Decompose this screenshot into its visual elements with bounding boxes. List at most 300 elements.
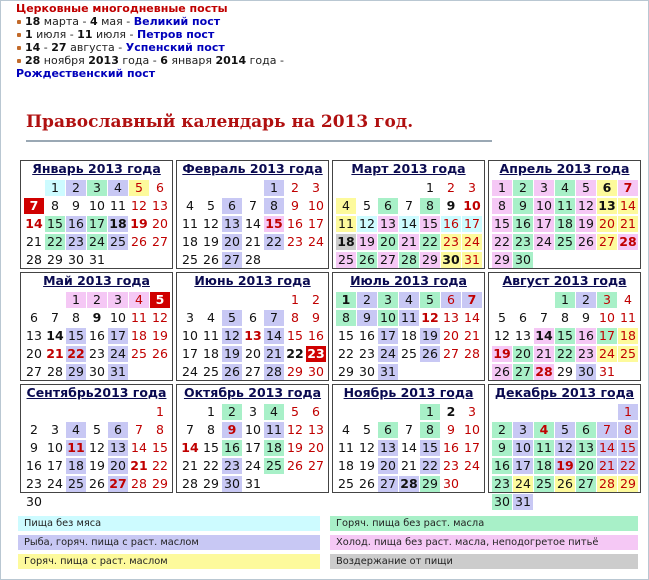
day-cell: 6 [441, 292, 461, 308]
day-cell: 5 [129, 180, 149, 196]
day-cell: 17 [308, 216, 324, 231]
day-cell: 18 [337, 234, 355, 249]
day-cell: 28 [597, 476, 617, 492]
day-cell: 30 [89, 364, 105, 379]
day-empty [555, 404, 575, 420]
day-cell: 17 [245, 440, 261, 455]
day-cell: 6 [222, 198, 242, 214]
day-cell: 26 [222, 364, 242, 380]
day-cell: 13 [222, 216, 242, 232]
day-cell: 7 [540, 310, 548, 325]
day-cell: 21 [401, 458, 417, 473]
day-cell: 9 [30, 440, 38, 455]
day-cell: 18 [182, 234, 198, 249]
day-cell: 4 [624, 292, 632, 307]
month-title-link[interactable]: Август 2013 года [502, 273, 627, 288]
day-cell: 4 [186, 198, 194, 213]
day-cell: 29 [338, 364, 354, 379]
day-empty [243, 292, 263, 308]
day-cell: 24 [308, 234, 324, 249]
day-cell: 24 [108, 346, 128, 362]
day-cell: 31 [513, 494, 533, 510]
day-cell: 13 [378, 440, 398, 456]
day-cell: 13 [244, 328, 262, 343]
day-cell: 9 [446, 198, 456, 213]
fast-start-day: 14 [25, 41, 41, 54]
month-title-link[interactable]: Февраль 2013 года [182, 161, 323, 176]
day-cell: 12 [555, 440, 575, 456]
day-cell: 23 [89, 346, 105, 361]
day-cell: 5 [150, 292, 170, 308]
day-cell: 9 [92, 310, 102, 325]
day-cell: 19 [130, 216, 148, 231]
month-title-link[interactable]: Декабрь 2013 года [494, 385, 635, 400]
day-cell: 15 [618, 440, 638, 456]
day-cell: 5 [93, 422, 101, 437]
day-cell: 28 [535, 364, 553, 379]
day-cell: 1 [207, 404, 215, 419]
day-cell: 9 [357, 310, 377, 326]
day-cell: 28 [26, 252, 42, 267]
day-cell: 6 [597, 180, 617, 196]
fast-start-day: 18 [25, 15, 41, 28]
fast-end-day: 4 [89, 15, 98, 28]
day-cell: 1 [420, 404, 440, 420]
day-cell: 22 [420, 234, 440, 250]
day-cell: 7 [24, 198, 44, 214]
day-cell: 6 [378, 198, 398, 214]
day-cell: 7 [405, 422, 413, 437]
day-cell: 9 [72, 198, 80, 213]
day-cell: 14 [535, 328, 553, 343]
day-cell: 30 [443, 476, 459, 491]
day-cell: 25 [108, 234, 128, 250]
day-cell: 25 [534, 476, 554, 492]
day-cell: 30 [513, 252, 533, 268]
month-title-link[interactable]: Октябрь 2013 года [183, 385, 322, 400]
day-cell: 19 [359, 458, 375, 473]
day-cell: 11 [336, 216, 356, 232]
fast-item-continued [16, 67, 284, 80]
day-cell: 15 [152, 440, 168, 455]
day-cell: 7 [618, 180, 638, 196]
day-cell: 27 [378, 252, 398, 268]
day-cell: 1 [492, 180, 512, 196]
legend [18, 516, 640, 572]
day-cell: 6 [519, 310, 527, 325]
day-cell: 21 [618, 216, 638, 232]
day-cell: 6 [576, 422, 596, 438]
day-cell: 19 [493, 346, 511, 361]
day-cell: 23 [492, 476, 512, 492]
month-calendar [20, 272, 173, 381]
day-cell: 8 [336, 310, 356, 326]
day-cell: 23 [287, 234, 303, 249]
day-empty [243, 180, 263, 196]
day-cell: 30 [68, 252, 84, 267]
day-cell: 27 [576, 476, 596, 492]
day-cell: 25 [264, 458, 284, 474]
day-cell: 30 [576, 364, 596, 380]
day-cell: 8 [156, 422, 164, 437]
day-cell: 8 [420, 422, 440, 438]
fast-name-link[interactable]: Великий пост [133, 15, 221, 28]
day-empty [180, 180, 200, 196]
day-cell: 27 [26, 364, 42, 379]
fast-item [16, 15, 284, 28]
day-cell: 10 [308, 198, 324, 213]
day-cell: 27 [245, 364, 261, 379]
month-title-link[interactable]: Апрель 2013 года [499, 161, 630, 176]
day-cell: 14 [618, 198, 638, 214]
fast-item [16, 54, 284, 67]
fast-name-link[interactable]: Успенский пост [125, 41, 225, 54]
day-cell: 30 [492, 494, 512, 510]
day-cell: 30 [442, 252, 460, 267]
month-calendar [176, 384, 329, 493]
day-empty [534, 292, 554, 308]
day-cell: 14 [245, 216, 261, 231]
day-cell: 8 [51, 198, 59, 213]
day-cell: 21 [182, 458, 198, 473]
day-cell: 3 [87, 180, 107, 196]
day-cell: 22 [264, 234, 284, 250]
day-cell: 21 [399, 234, 419, 250]
day-cell: 2 [492, 422, 512, 438]
month-calendar [20, 384, 173, 509]
day-cell: 16 [26, 458, 42, 473]
day-cell: 18 [66, 458, 86, 474]
day-cell: 1 [291, 292, 299, 307]
day-empty [180, 292, 200, 308]
month-days [24, 291, 171, 381]
day-cell: 21 [464, 328, 480, 343]
day-cell: 22 [555, 346, 575, 362]
day-cell: 26 [152, 346, 168, 361]
day-cell: 8 [420, 198, 440, 214]
month-calendar [20, 160, 173, 269]
day-cell: 14 [464, 310, 480, 325]
day-cell: 25 [555, 234, 575, 250]
day-cell: 20 [108, 458, 128, 474]
day-cell: 17 [182, 346, 198, 361]
month-title-link[interactable]: Июль 2013 года [350, 273, 467, 288]
day-empty [66, 404, 86, 420]
month-days [336, 179, 483, 269]
day-cell: 7 [51, 310, 59, 325]
day-cell: 1 [264, 180, 284, 196]
day-cell: 17 [462, 216, 482, 232]
month-title-link[interactable]: Январь 2013 года [32, 161, 161, 176]
day-empty [378, 180, 398, 196]
day-empty [222, 292, 242, 308]
day-cell: 16 [287, 216, 303, 231]
day-empty [513, 404, 533, 420]
day-cell: 26 [576, 234, 596, 250]
day-cell: 31 [599, 364, 615, 379]
day-cell: 4 [342, 422, 350, 437]
day-cell: 11 [555, 198, 575, 214]
day-cell: 13 [598, 198, 616, 213]
day-cell: 27 [308, 458, 324, 473]
month-title-link[interactable]: Сентябрь2013 года [26, 385, 167, 400]
day-cell: 3 [186, 310, 194, 325]
month-title-link[interactable]: Июнь 2013 года [194, 273, 311, 288]
day-cell: 24 [182, 364, 198, 379]
month-calendar [332, 272, 485, 381]
fast-start-month: ноября [40, 54, 89, 67]
day-cell: 1 [426, 180, 434, 195]
day-cell: 17 [378, 328, 398, 344]
day-cell: 17 [464, 440, 480, 455]
day-cell: 6 [108, 422, 128, 438]
day-cell: 19 [357, 234, 377, 250]
day-cell: 10 [110, 310, 126, 325]
day-cell: 21 [245, 234, 261, 249]
day-cell: 22 [420, 458, 440, 474]
day-cell: 18 [555, 216, 575, 232]
day-cell: 31 [108, 364, 128, 380]
day-cell: 22 [67, 346, 85, 361]
day-cell: 15 [45, 216, 65, 232]
day-cell: 21 [130, 458, 148, 473]
day-cell: 22 [618, 458, 638, 474]
day-cell: 4 [129, 292, 149, 308]
legend-item: Рыба, горяч. пища с раст. маслом [18, 535, 320, 550]
day-cell: 14 [399, 216, 419, 232]
day-cell: 21 [264, 346, 284, 362]
day-cell: 2 [291, 180, 299, 195]
day-cell: 19 [576, 216, 596, 232]
day-empty [222, 180, 242, 196]
day-cell: 16 [492, 458, 512, 474]
day-cell: 24 [597, 346, 617, 362]
day-cell: 23 [307, 346, 325, 361]
day-cell: 19 [420, 328, 440, 344]
month-calendar [176, 160, 329, 269]
day-cell: 6 [156, 180, 164, 195]
legend-item: Воздержание от пищи [330, 554, 638, 569]
day-cell: 16 [308, 328, 324, 343]
day-cell: 2 [446, 404, 456, 419]
fast-name-link[interactable]: Петров пост [137, 28, 215, 41]
page-title: Православный календарь на 2013 год. [26, 112, 414, 132]
day-empty [45, 292, 65, 308]
legend-item: Холод. пища без раст. масла, неподогретое питьё [330, 535, 638, 550]
fasts-heading: Церковные многодневные посты [16, 2, 228, 15]
day-cell: 11 [338, 440, 354, 455]
day-cell: 22 [152, 458, 168, 473]
day-cell: 29 [47, 252, 63, 267]
fast-start-month: - [40, 41, 52, 54]
day-empty [576, 404, 596, 420]
day-cell: 27 [513, 364, 533, 380]
day-cell: 5 [498, 310, 506, 325]
day-cell: 24 [464, 458, 480, 473]
day-cell: 16 [443, 440, 459, 455]
day-cell: 26 [555, 476, 575, 492]
day-cell: 25 [203, 364, 219, 379]
day-cell: 23 [66, 234, 86, 250]
day-cell: 20 [378, 234, 398, 250]
day-cell: 25 [182, 252, 198, 267]
day-cell: 18 [618, 328, 638, 344]
day-cell: 5 [291, 404, 299, 419]
day-cell: 15 [420, 440, 440, 456]
day-cell: 2 [30, 422, 38, 437]
day-cell: 19 [89, 458, 105, 473]
day-cell: 23 [441, 234, 461, 250]
day-cell: 27 [222, 252, 242, 268]
day-empty [357, 180, 377, 196]
day-cell: 3 [513, 422, 533, 438]
month-days [492, 291, 639, 381]
day-cell: 28 [245, 252, 261, 267]
month-days [24, 403, 171, 511]
day-empty [492, 404, 512, 420]
fast-start-day: 1 [25, 28, 33, 41]
month-calendar [488, 160, 641, 269]
day-cell: 28 [400, 476, 418, 491]
day-empty [201, 292, 221, 308]
day-cell: 14 [597, 440, 617, 456]
day-cell: 9 [312, 310, 320, 325]
month-calendar [488, 384, 641, 509]
day-cell: 15 [555, 328, 575, 344]
day-cell: 4 [264, 404, 284, 420]
day-cell: 10 [89, 198, 105, 213]
day-empty [129, 404, 149, 420]
day-cell: 27 [597, 234, 617, 250]
day-cell: 31 [378, 364, 398, 380]
day-empty [492, 292, 512, 308]
day-cell: 28 [399, 252, 419, 268]
month-title-link[interactable]: Ноябрь 2013 года [343, 385, 474, 400]
day-cell: 2 [222, 404, 242, 420]
fast-name-link[interactable]: Рождественский пост [16, 67, 156, 80]
day-cell: 14 [401, 440, 417, 455]
day-cell: 15 [203, 440, 219, 455]
day-cell: 3 [249, 404, 257, 419]
day-cell: 24 [462, 234, 482, 250]
day-cell: 4 [534, 422, 554, 438]
fast-start-year: 2013 [88, 54, 119, 67]
day-cell: 10 [513, 440, 533, 456]
day-cell: 23 [576, 346, 596, 362]
day-cell: 22 [338, 346, 354, 361]
day-empty [180, 404, 200, 420]
month-title-link[interactable]: Март 2013 года [351, 161, 466, 176]
fast-start-month: марта - [40, 15, 90, 28]
day-cell: 10 [534, 198, 554, 214]
day-cell: 4 [108, 180, 128, 196]
day-cell: 10 [463, 198, 481, 213]
day-empty [534, 404, 554, 420]
day-cell: 26 [89, 476, 105, 491]
day-cell: 3 [597, 292, 617, 308]
day-cell: 1 [45, 180, 65, 196]
day-empty [336, 180, 356, 196]
day-cell: 18 [534, 458, 554, 474]
day-cell: 19 [152, 328, 168, 343]
day-cell: 16 [513, 216, 533, 232]
day-cell: 15 [66, 328, 86, 344]
day-empty [357, 404, 377, 420]
day-cell: 15 [265, 216, 283, 231]
day-empty [597, 404, 617, 420]
day-cell: 2 [513, 180, 533, 196]
day-empty [264, 292, 284, 308]
day-cell: 10 [599, 310, 615, 325]
day-cell: 27 [443, 346, 459, 361]
day-cell: 12 [152, 310, 168, 325]
fast-end-month: августа - [66, 41, 126, 54]
day-cell: 9 [582, 310, 590, 325]
day-cell: 2 [357, 292, 377, 308]
day-cell: 16 [359, 328, 375, 343]
day-cell: 8 [264, 198, 284, 214]
day-cell: 13 [515, 328, 531, 343]
day-cell: 22 [203, 458, 219, 473]
day-cell: 5 [363, 198, 371, 213]
day-cell: 26 [357, 252, 377, 268]
day-cell: 29 [557, 364, 573, 379]
day-cell: 1 [336, 292, 356, 308]
day-cell: 20 [152, 216, 168, 231]
day-cell: 30 [222, 476, 242, 492]
day-cell: 7 [462, 292, 482, 308]
day-cell: 13 [378, 216, 398, 232]
day-cell: 25 [336, 252, 356, 268]
day-cell: 4 [207, 310, 215, 325]
day-cell: 22 [492, 234, 512, 250]
day-cell: 31 [89, 252, 105, 267]
day-cell: 15 [287, 328, 303, 343]
day-cell: 21 [26, 234, 42, 249]
day-cell: 18 [401, 328, 417, 343]
fast-end-day: 11 [77, 28, 93, 41]
day-cell: 13 [443, 310, 459, 325]
day-cell: 25 [131, 346, 147, 361]
day-empty [108, 404, 128, 420]
day-cell: 26 [131, 234, 147, 249]
day-cell: 14 [25, 216, 43, 231]
day-cell: 12 [494, 328, 510, 343]
day-cell: 19 [287, 440, 303, 455]
day-cell: 10 [378, 310, 398, 326]
month-days [336, 403, 483, 493]
day-cell: 26 [420, 346, 440, 362]
day-cell: 17 [108, 328, 128, 344]
day-cell: 10 [464, 422, 480, 437]
day-cell: 26 [203, 252, 219, 267]
day-cell: 8 [618, 422, 638, 438]
day-cell: 29 [420, 252, 440, 268]
day-cell: 18 [264, 440, 284, 456]
day-cell: 24 [513, 476, 533, 492]
day-cell: 25 [618, 346, 638, 362]
day-cell: 30 [26, 494, 42, 509]
day-cell: 18 [338, 458, 354, 473]
day-cell: 30 [359, 364, 375, 379]
month-days [336, 291, 483, 381]
day-cell: 21 [534, 346, 554, 362]
month-title-link[interactable]: Май 2013 года [43, 273, 150, 288]
day-cell: 21 [46, 346, 64, 361]
day-cell: 4 [399, 292, 419, 308]
day-cell: 29 [152, 476, 168, 491]
day-cell: 13 [108, 440, 128, 456]
